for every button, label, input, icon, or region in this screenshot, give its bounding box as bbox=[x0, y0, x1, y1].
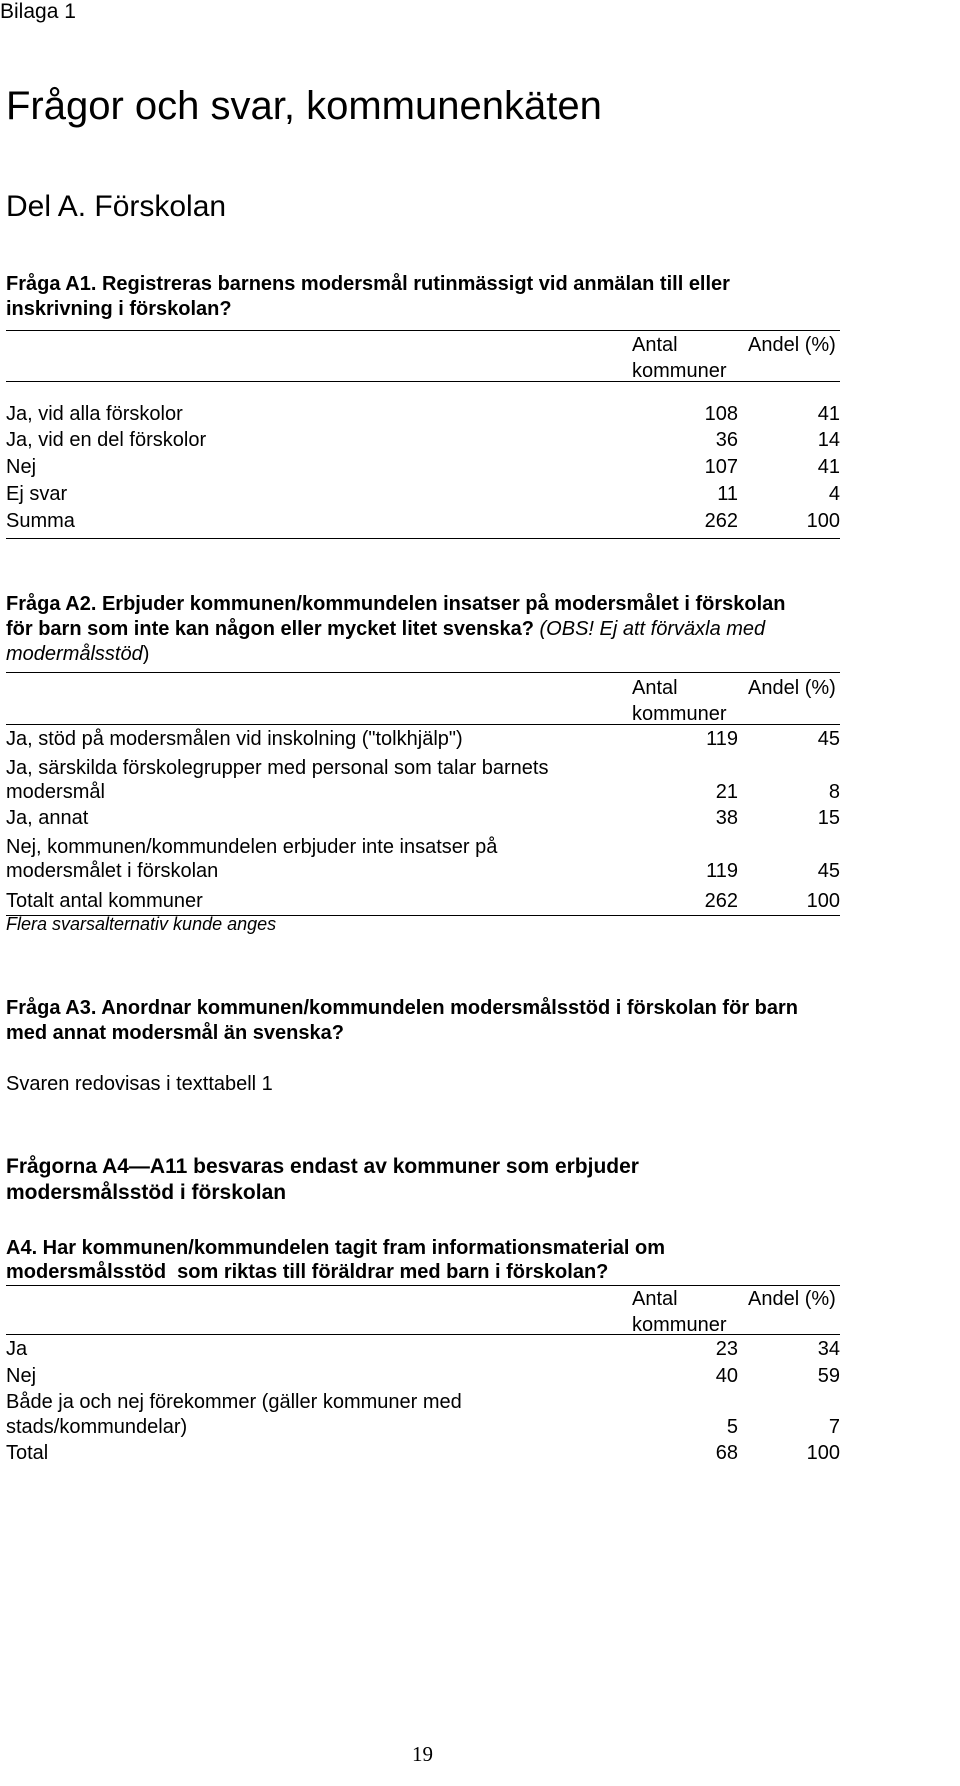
table-cell-andel: 34 bbox=[817, 1338, 840, 1360]
table-cell-andel: 15 bbox=[817, 807, 840, 829]
page-title: Frågor och svar, kommunenkäten bbox=[6, 84, 602, 128]
question-a3-text-2: med annat modersmål än svenska? bbox=[6, 1022, 344, 1044]
table-a2-footnote: Flera svarsalternativ kunde anges bbox=[6, 914, 277, 934]
table-row-label: Både ja och nej förekommer (gäller kommuner med bbox=[6, 1391, 462, 1413]
question-a3-text-1: Fråga A3. Anordnar kommunen/kommundelen modersmålsstöd i förskolan för barn bbox=[6, 997, 798, 1019]
table-row-label: Nej, kommunen/kommundelen erbjuder inte insatser på bbox=[6, 836, 498, 858]
table-a2-col-andel: Andel (%) bbox=[748, 677, 836, 699]
table-cell-andel: 100 bbox=[806, 890, 840, 912]
table-cell-andel: 4 bbox=[828, 483, 840, 505]
question-a1-text-2: inskrivning i förskolan? bbox=[6, 298, 232, 320]
table-cell-antal: 40 bbox=[715, 1365, 738, 1387]
table-cell-antal: 119 bbox=[706, 860, 738, 882]
question-a4-text-2: modersmålsstöd som riktas till föräldrar med barn i förskolan? bbox=[6, 1261, 609, 1283]
table-cell-antal: 262 bbox=[704, 510, 738, 532]
table-row-label: Ja, vid alla förskolor bbox=[6, 403, 183, 425]
table-cell-andel: 100 bbox=[806, 510, 840, 532]
table-cell-andel: 100 bbox=[806, 1442, 840, 1464]
table-row-label: Total bbox=[6, 1442, 49, 1464]
table-a1-header-rule bbox=[6, 381, 840, 382]
table-a4-col-andel: Andel (%) bbox=[748, 1288, 836, 1310]
question-a3-answer: Svaren redovisas i texttabell 1 bbox=[6, 1073, 273, 1095]
table-cell-antal: 23 bbox=[715, 1338, 738, 1360]
table-cell-andel: 41 bbox=[817, 456, 840, 478]
table-a2-col-antal: Antal kommuner bbox=[632, 677, 727, 725]
table-row-label: Nej bbox=[6, 456, 37, 478]
table-row-label: Summa bbox=[6, 510, 75, 532]
table-cell-antal: 38 bbox=[715, 807, 738, 829]
table-row-label-cont: modersmålet i förskolan bbox=[6, 860, 219, 882]
question-a2-text-1: Fråga A2. Erbjuder kommunen/kommundelen insatser på modersmålet i förskolan bbox=[6, 593, 786, 615]
table-a4-col-antal: Antal kommuner bbox=[632, 1288, 727, 1336]
page-number: 19 bbox=[412, 1742, 433, 1766]
table-cell-andel: 59 bbox=[817, 1365, 840, 1387]
table-row-label: Ja, stöd på modersmålen vid inskolning ("tolkhjälp") bbox=[6, 728, 463, 750]
table-a1-col-andel: Andel (%) bbox=[748, 334, 836, 356]
table-row-label: Ja bbox=[6, 1338, 28, 1360]
table-row-label: Ej svar bbox=[6, 483, 68, 505]
table-a1-col-antal: Antal kommuner bbox=[632, 334, 727, 382]
table-row-label: Ja, vid en del förskolor bbox=[6, 429, 207, 451]
question-a1-text-1: Fråga A1. Registreras barnens modersmål rutinmässigt vid anmälan till eller bbox=[6, 273, 730, 295]
question-a2-text-3: modermålsstöd) bbox=[6, 643, 150, 665]
table-cell-andel: 45 bbox=[817, 860, 840, 882]
table-cell-andel: 8 bbox=[828, 781, 840, 803]
table-cell-antal: 21 bbox=[715, 781, 738, 803]
question-a2-text-2: för barn som inte kan någon eller mycket litet svenska? (OBS! Ej att förväxla med bbox=[6, 618, 766, 640]
table-a4-header-rule bbox=[6, 1334, 840, 1335]
table-cell-antal: 11 bbox=[717, 483, 738, 505]
table-row-label: Nej bbox=[6, 1365, 37, 1387]
table-cell-andel: 14 bbox=[817, 429, 840, 451]
section-heading: Del A. Förskolan bbox=[6, 190, 227, 223]
table-row-label: Totalt antal kommuner bbox=[6, 890, 203, 912]
a4-a11-heading-2: modersmålsstöd i förskolan bbox=[6, 1181, 287, 1204]
question-a4-text-1: A4. Har kommunen/kommundelen tagit fram informationsmaterial om bbox=[6, 1237, 666, 1259]
table-a2-header-rule bbox=[6, 724, 840, 725]
table-cell-antal: 262 bbox=[704, 890, 738, 912]
table-cell-andel: 45 bbox=[817, 728, 840, 750]
table-cell-antal: 5 bbox=[726, 1416, 738, 1438]
table-row-label: Ja, särskilda förskolegrupper med personal som talar barnets bbox=[6, 757, 549, 779]
table-a2-top-rule bbox=[6, 672, 840, 673]
table-cell-andel: 41 bbox=[817, 403, 840, 425]
table-cell-antal: 108 bbox=[704, 403, 738, 425]
table-cell-antal: 68 bbox=[715, 1442, 738, 1464]
table-cell-antal: 119 bbox=[706, 728, 738, 750]
table-cell-andel: 7 bbox=[828, 1416, 840, 1438]
a4-a11-heading-1: Frågorna A4—A11 besvaras endast av kommuner som erbjuder bbox=[6, 1155, 639, 1178]
table-cell-antal: 36 bbox=[715, 429, 738, 451]
table-row-label-cont: modersmål bbox=[6, 781, 105, 803]
table-a1-bottom-rule bbox=[6, 538, 840, 539]
table-row-label-cont: stads/kommundelar) bbox=[6, 1416, 188, 1438]
appendix-label: Bilaga 1 bbox=[0, 0, 76, 23]
table-row-label: Ja, annat bbox=[6, 807, 89, 829]
table-a1-top-rule bbox=[6, 330, 840, 331]
table-cell-antal: 107 bbox=[704, 456, 738, 478]
